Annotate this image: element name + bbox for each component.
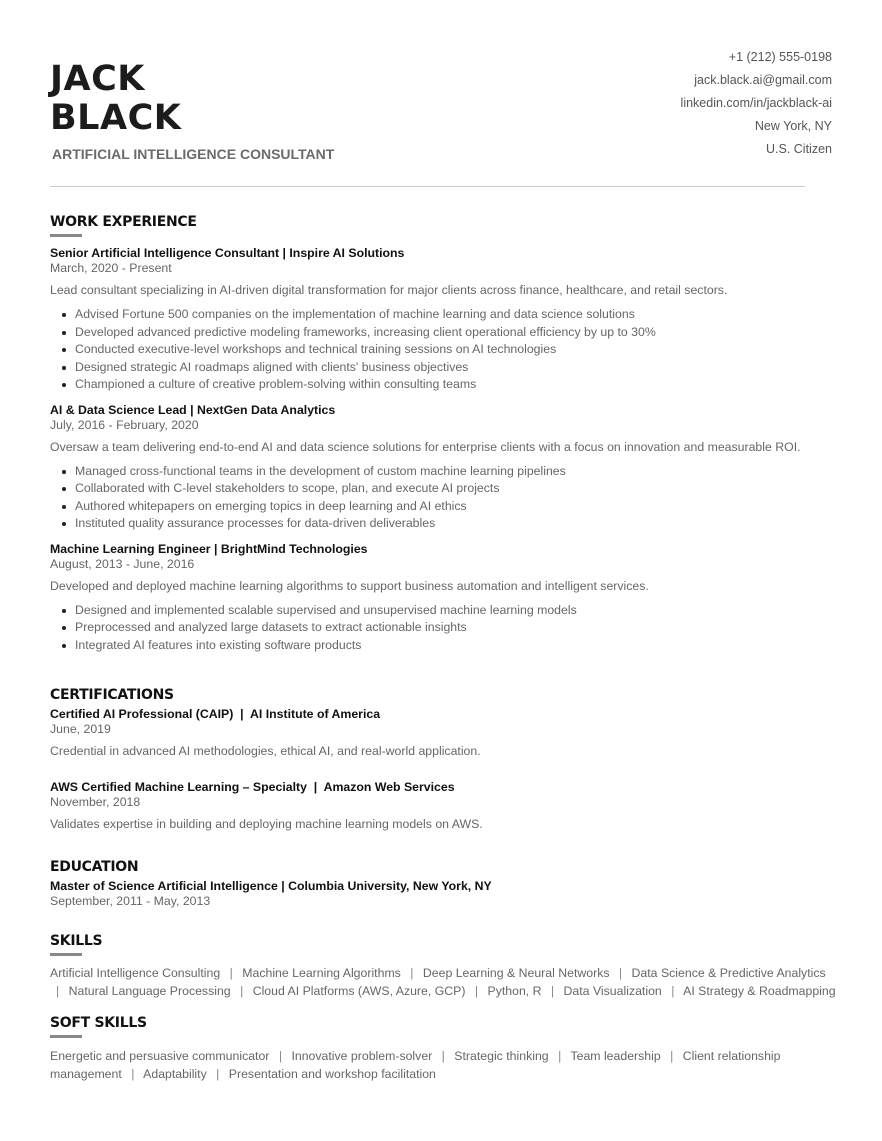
separator: |	[618, 966, 623, 980]
section-underline	[50, 1035, 82, 1038]
header-divider	[50, 186, 805, 187]
skill-item: Machine Learning Algorithms	[242, 966, 401, 980]
section-title: WORK EXPERIENCE	[50, 214, 197, 230]
certifications-section	[50, 686, 840, 832]
section-underline	[50, 953, 82, 956]
skill-item: Adaptability	[143, 1067, 207, 1081]
separator: |	[474, 984, 479, 998]
candidate-name	[50, 60, 181, 138]
list-item: Championed a culture of creative problem-solving within consulting teams	[50, 376, 840, 394]
skills-section	[50, 932, 840, 1000]
separator: |	[550, 984, 555, 998]
job-entry	[50, 402, 840, 533]
job-heading: Machine Learning Engineer | BrightMind Technologies	[50, 541, 368, 556]
separator: |	[278, 1049, 283, 1063]
list-item: Instituted quality assurance processes for data-driven deliverables	[50, 515, 840, 533]
first-name: JACK	[50, 59, 145, 99]
contact-phone: +1 (212) 555-0198	[728, 50, 832, 64]
soft-skills-section	[50, 1014, 840, 1083]
skill-item: Python, R	[487, 984, 542, 998]
skill-item: Data Science & Predictive Analytics	[631, 966, 826, 980]
separator: |	[229, 966, 233, 980]
section-title: CERTIFICATIONS	[50, 687, 174, 703]
job-summary: Lead consultant specializing in AI-driven digital transformation for major clients across finance, healthcare, and retail sectors.	[50, 283, 728, 297]
certification-entry	[50, 779, 840, 832]
education-heading: Master of Science Artificial Intelligence | Columbia University, New York, NY	[50, 879, 492, 893]
skill-item: Innovative problem-solver	[291, 1049, 433, 1063]
list-item: Collaborated with C-level stakeholders to scope, plan, and execute AI projects	[50, 480, 840, 498]
list-item: Advised Fortune 500 companies on the implementation of machine learning and data science solutions	[50, 306, 840, 324]
job-entry	[50, 541, 840, 655]
skill-item: Strategic thinking	[454, 1049, 549, 1063]
skill-item: Team leadership	[570, 1049, 661, 1063]
list-item: Managed cross-functional teams in the development of custom machine learning pipelines	[50, 463, 840, 481]
list-item: Developed advanced predictive modeling frameworks, increasing client operational efficiency by up to 30%	[50, 324, 840, 342]
section-title: SKILLS	[50, 933, 103, 949]
skill-item: Natural Language Processing	[68, 984, 231, 998]
certification-heading: Certified AI Professional (CAIP) | AI Institute of America	[50, 707, 381, 721]
job-dates: March, 2020 - Present	[50, 261, 172, 275]
job-summary: Developed and deployed machine learning algorithms to support business automation and intelligent services.	[50, 578, 649, 593]
job-bullets	[50, 463, 840, 533]
list-item: Designed and implemented scalable supervised and unsupervised machine learning models	[50, 602, 840, 620]
section-title: EDUCATION	[50, 859, 139, 875]
list-item: Conducted executive-level workshops and technical training sessions on AI technologies	[50, 341, 840, 359]
education-dates: September, 2011 - May, 2013	[50, 894, 211, 908]
skill-item: Cloud AI Platforms (AWS, Azure, GCP)	[252, 984, 466, 998]
job-bullets	[50, 602, 840, 655]
education-entry	[50, 878, 840, 908]
skill-item: Presentation and workshop facilitation	[228, 1067, 436, 1081]
separator: |	[558, 1049, 562, 1063]
contact-location: New York, NY	[754, 119, 832, 133]
skills-list	[50, 964, 840, 1000]
certification-date: November, 2018	[50, 795, 141, 809]
job-heading: Senior Artificial Intelligence Consultant | Inspire AI Solutions	[50, 246, 405, 260]
skill-item: Artificial Intelligence Consulting	[50, 966, 221, 980]
skill-item: Data Visualization	[563, 984, 662, 998]
job-role-title: ARTIFICIAL INTELLIGENCE CONSULTANT	[52, 146, 335, 162]
certification-description: Validates expertise in building and deploying machine learning models on AWS.	[50, 817, 483, 831]
job-dates: July, 2016 - February, 2020	[50, 417, 199, 432]
skill-item: Energetic and persuasive communicator	[50, 1049, 270, 1063]
certification-entry	[50, 706, 840, 759]
job-heading: AI & Data Science Lead | NextGen Data Analytics	[50, 402, 336, 417]
separator: |	[670, 1049, 674, 1063]
list-item: Designed strategic AI roadmaps aligned with clients' business objectives	[50, 359, 840, 377]
separator: |	[441, 1049, 445, 1063]
list-item: Preprocessed and analyzed large datasets to extract actionable insights	[50, 619, 840, 637]
certification-heading: AWS Certified Machine Learning – Specialty | Amazon Web Services	[50, 780, 455, 794]
job-entry	[50, 245, 840, 394]
job-bullets	[50, 306, 840, 394]
skill-item: Client relationship management	[50, 1049, 781, 1081]
separator: |	[56, 984, 60, 998]
list-item: Authored whitepapers on emerging topics in deep learning and AI ethics	[50, 498, 840, 516]
contact-info	[681, 49, 832, 164]
contact-linkedin: linkedin.com/in/jackblack-ai	[680, 96, 832, 110]
separator: |	[131, 1067, 135, 1081]
contact-citizenship: U.S. Citizen	[766, 142, 832, 156]
job-summary: Oversaw a team delivering end-to-end AI and data science solutions for enterprise clients with a focus on innovation and measurable ROI.	[50, 439, 801, 454]
certification-description: Credential in advanced AI methodologies, ethical AI, and real-world application.	[50, 744, 481, 758]
separator: |	[216, 1067, 220, 1081]
skill-item: Deep Learning & Neural Networks	[422, 966, 610, 980]
skill-item: AI Strategy & Roadmapping	[683, 984, 836, 998]
job-dates: August, 2013 - June, 2016	[50, 556, 195, 571]
soft-skills-list	[50, 1047, 840, 1083]
certification-date: June, 2019	[50, 722, 111, 736]
list-item: Integrated AI features into existing software products	[50, 637, 840, 655]
section-title: SOFT SKILLS	[50, 1015, 147, 1031]
last-name: BLACK	[50, 98, 182, 138]
work-experience-section	[50, 213, 840, 654]
section-underline	[50, 234, 82, 237]
contact-email: jack.black.ai@gmail.com	[694, 73, 832, 87]
education-section	[50, 858, 840, 908]
separator: |	[410, 966, 414, 980]
separator: |	[240, 984, 244, 998]
separator: |	[671, 984, 675, 998]
